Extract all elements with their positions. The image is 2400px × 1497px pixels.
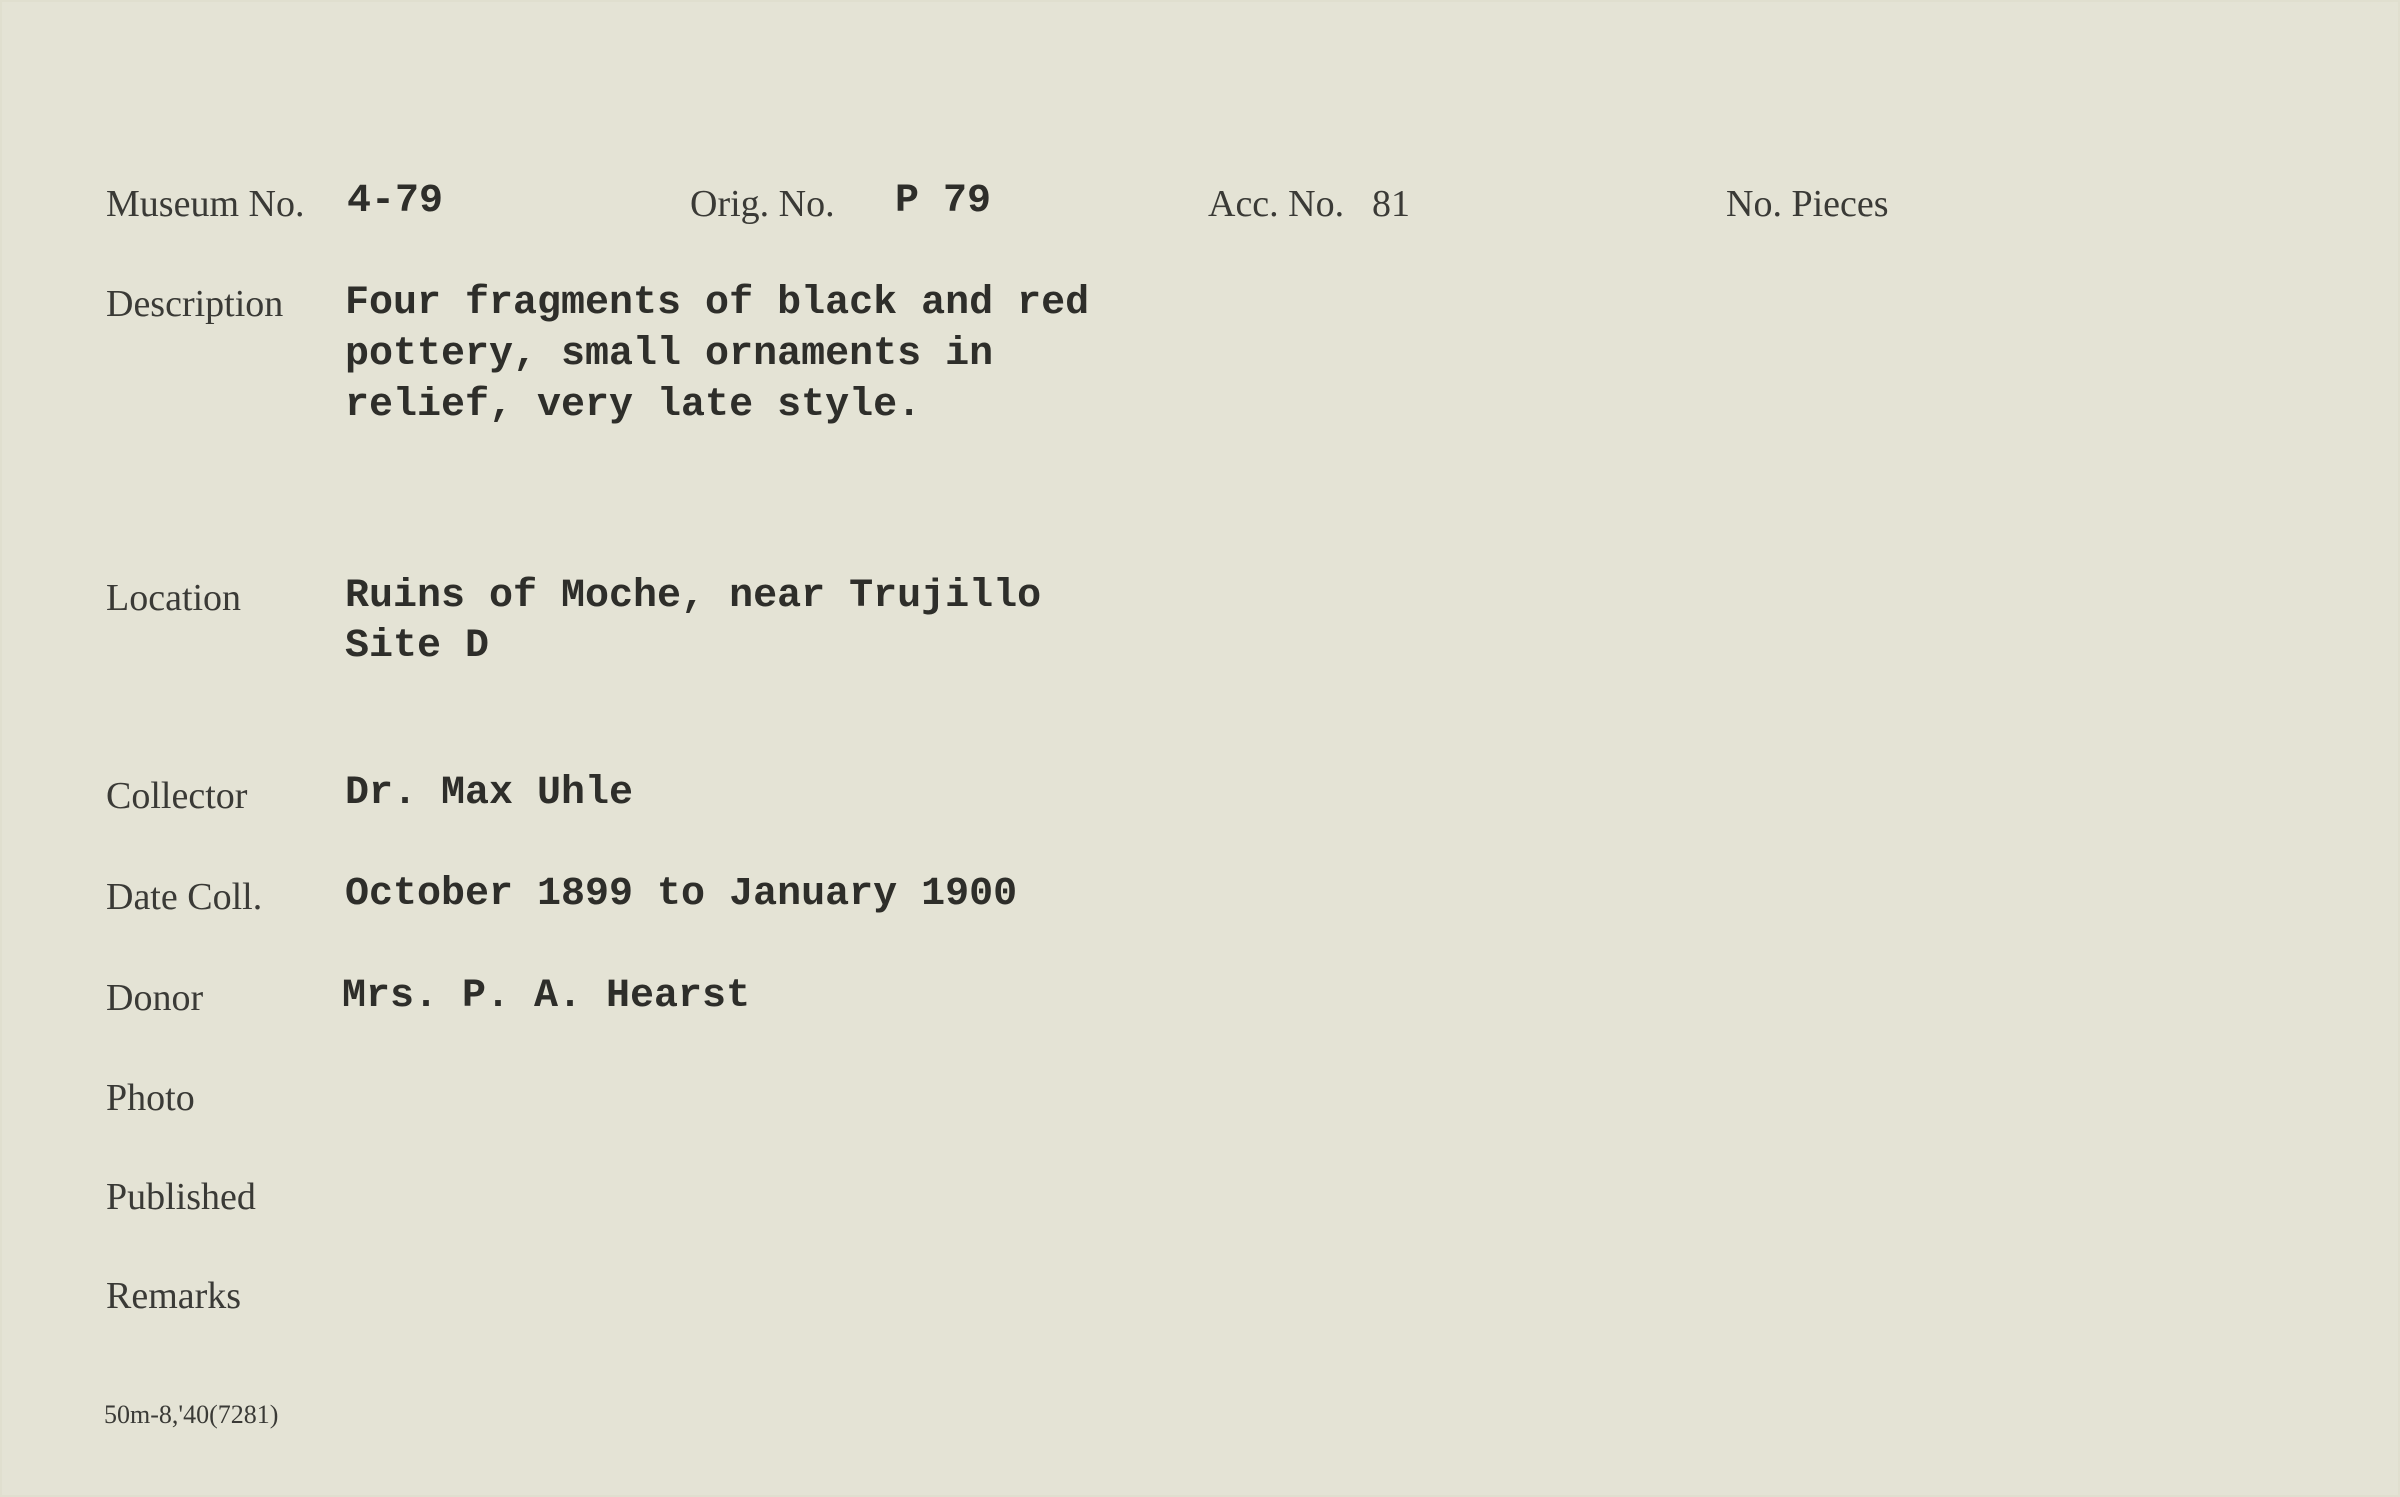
no-pieces-label: No. Pieces <box>1726 183 1889 225</box>
remarks-label: Remarks <box>106 1275 242 1317</box>
collector-label: Collector <box>106 775 248 817</box>
location-label: Location <box>106 577 242 619</box>
acc-no-value: 81 <box>1372 183 1410 225</box>
description-label: Description <box>106 283 284 325</box>
orig-no-value: P 79 <box>895 179 992 224</box>
footer-print-code: 50m-8,'40(7281) <box>104 1400 279 1429</box>
museum-no-value: 4-79 <box>347 179 444 224</box>
donor-value: Mrs. P. A. Hearst <box>342 974 751 1019</box>
description-line: pottery, small ornaments in <box>345 332 994 377</box>
location-text <box>345 572 1041 672</box>
description-line: Four fragments of black and red <box>345 281 1090 326</box>
description-text <box>345 278 1089 431</box>
collector-value: Dr. Max Uhle <box>345 771 634 816</box>
orig-no-label: Orig. No. <box>690 183 835 225</box>
date-coll-value: October 1899 to January 1900 <box>345 872 1018 917</box>
photo-label: Photo <box>106 1077 195 1119</box>
published-label: Published <box>106 1176 256 1218</box>
location-line: Site D <box>345 624 490 669</box>
donor-label: Donor <box>106 977 204 1019</box>
acc-no-label: Acc. No. <box>1208 183 1345 225</box>
location-line: Ruins of Moche, near Trujillo <box>345 574 1042 619</box>
museum-no-label: Museum No. <box>106 183 305 225</box>
description-line: relief, very late style. <box>345 383 922 428</box>
date-coll-label: Date Coll. <box>106 876 263 918</box>
